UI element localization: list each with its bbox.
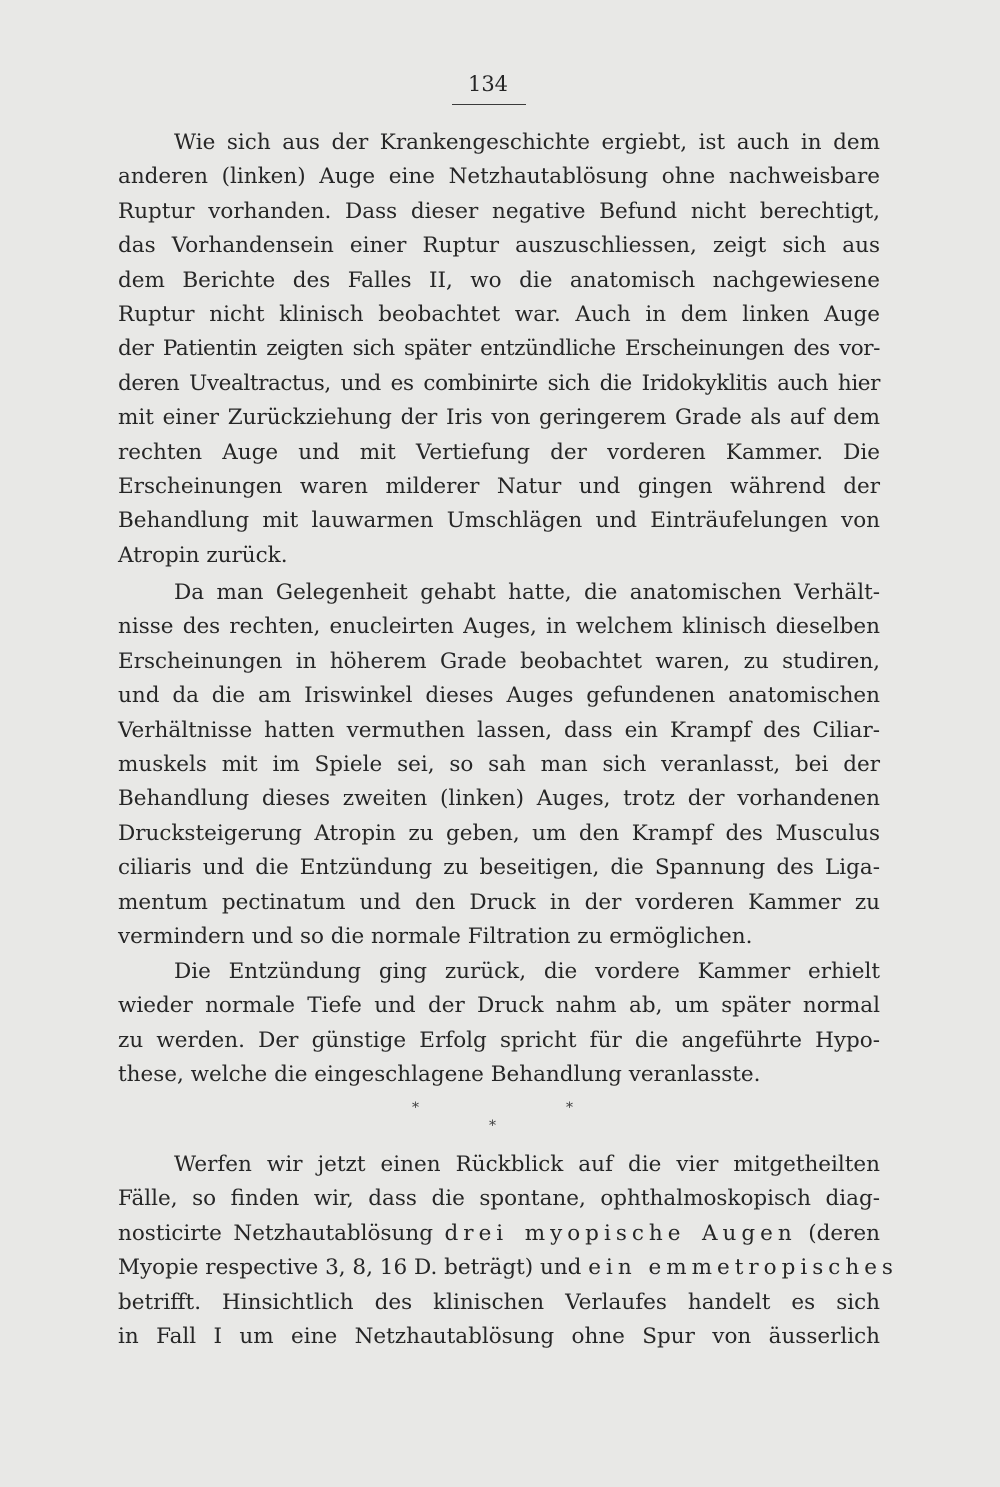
text-line: wieder normale Tiefe und der Druck nahm ab, um später normal — [118, 993, 880, 1019]
emphasized-text: drei myopische Augen — [444, 1220, 797, 1246]
text-line: Die Entzündung ging zurück, die vordere Kammer erhielt — [174, 959, 880, 984]
page-number-rule — [452, 104, 526, 105]
text-line: Fälle, so finden wir, dass die spontane, ophthalmoskopisch diag- — [118, 1186, 880, 1212]
text-line: Atropin zurück. — [118, 542, 288, 568]
page-number: 134 — [467, 72, 509, 96]
paragraph-2 — [118, 576, 880, 954]
asterisk-icon: * — [412, 1100, 419, 1116]
text-line: nisse des rechten, enucleirten Auges, in welchem klinisch dieselben — [118, 614, 880, 640]
text-line: ciliaris und die Entzündung zu beseitigen, die Spannung des Liga- — [118, 855, 880, 881]
paragraph-3 — [118, 955, 880, 1093]
text-line: der Patientin zeigten sich später entzündliche Erscheinungen des vor- — [118, 336, 880, 362]
text-line: anderen (linken) Auge eine Netzhautablösung ohne nachweisbare — [118, 164, 880, 190]
text-span: (deren — [808, 1220, 880, 1246]
text-line: vermindern und so die normale Filtration zu ermöglichen. — [118, 923, 753, 949]
paragraph-1 — [118, 126, 880, 573]
text-line: in Fall I um eine Netzhautablösung ohne Spur von äusserlich — [118, 1323, 880, 1349]
asterisk-icon: * — [489, 1118, 496, 1134]
text-line: these, welche die eingeschlagene Behandlung veranlasste. — [118, 1062, 761, 1088]
text-line: Erscheinungen in höherem Grade beobachtet waren, zu studiren, — [118, 648, 880, 674]
text-line-with-emphasis — [118, 1251, 898, 1285]
text-line: zu werden. Der günstige Erfolg spricht für die angeführte Hypo- — [118, 1027, 880, 1053]
text-line: dem Berichte des Falles II, wo die anatomisch nachgewiesene — [118, 267, 880, 293]
text-line: rechten Auge und mit Vertiefung der vorderen Kammer. Die — [118, 439, 880, 465]
text-line: Behandlung mit lauwarmen Umschlägen und Einträufelungen von — [118, 508, 880, 534]
text-line: muskels mit im Spiele sei, so sah man sich veranlasst, bei der — [118, 751, 880, 777]
text-line: Da man Gelegenheit gehabt hatte, die anatomischen Verhält- — [174, 580, 880, 605]
paragraph-4 — [118, 1148, 898, 1354]
text-line: und da die am Iriswinkel dieses Auges gefundenen anatomischen — [118, 683, 880, 709]
text-line: deren Uvealtractus, und es combinirte sich die Iridokyklitis auch hier — [118, 370, 880, 396]
text-span: nosticirte Netzhautablösung — [118, 1220, 433, 1246]
text-line-with-emphasis — [118, 1217, 880, 1251]
text-line: Ruptur nicht klinisch beobachtet war. Auch in dem linken Auge — [118, 301, 880, 327]
emphasized-text: ein emmetropisches — [588, 1255, 898, 1281]
text-line: das Vorhandensein einer Ruptur auszuschliessen, zeigt sich aus — [118, 233, 880, 259]
text-line: betrifft. Hinsichtlich des klinischen Verlaufes handelt es sich — [118, 1289, 880, 1315]
text-line: Wie sich aus der Krankengeschichte ergiebt, ist auch in dem — [174, 130, 880, 155]
text-span: Myopie respective 3, 8, 16 D. beträgt) und — [118, 1255, 582, 1281]
text-line: Erscheinungen waren milderer Natur und gingen während der — [118, 473, 880, 499]
text-line: Ruptur vorhanden. Dass dieser negative Befund nicht berechtigt, — [118, 198, 880, 224]
text-line: Drucksteigerung Atropin zu geben, um den Krampf des Musculus — [118, 820, 880, 846]
text-line: Werfen wir jetzt einen Rückblick auf die vier mitgetheilten — [174, 1152, 880, 1177]
text-line: Verhältnisse hatten vermuthen lassen, dass ein Krampf des Ciliar- — [118, 717, 880, 743]
text-line: mentum pectinatum und den Druck in der vorderen Kammer zu — [118, 889, 880, 915]
text-line: mit einer Zurückziehung der Iris von geringerem Grade als auf dem — [118, 405, 880, 431]
asterisk-icon: * — [566, 1100, 573, 1116]
text-line: Behandlung dieses zweiten (linken) Auges, trotz der vorhandenen — [118, 786, 880, 812]
